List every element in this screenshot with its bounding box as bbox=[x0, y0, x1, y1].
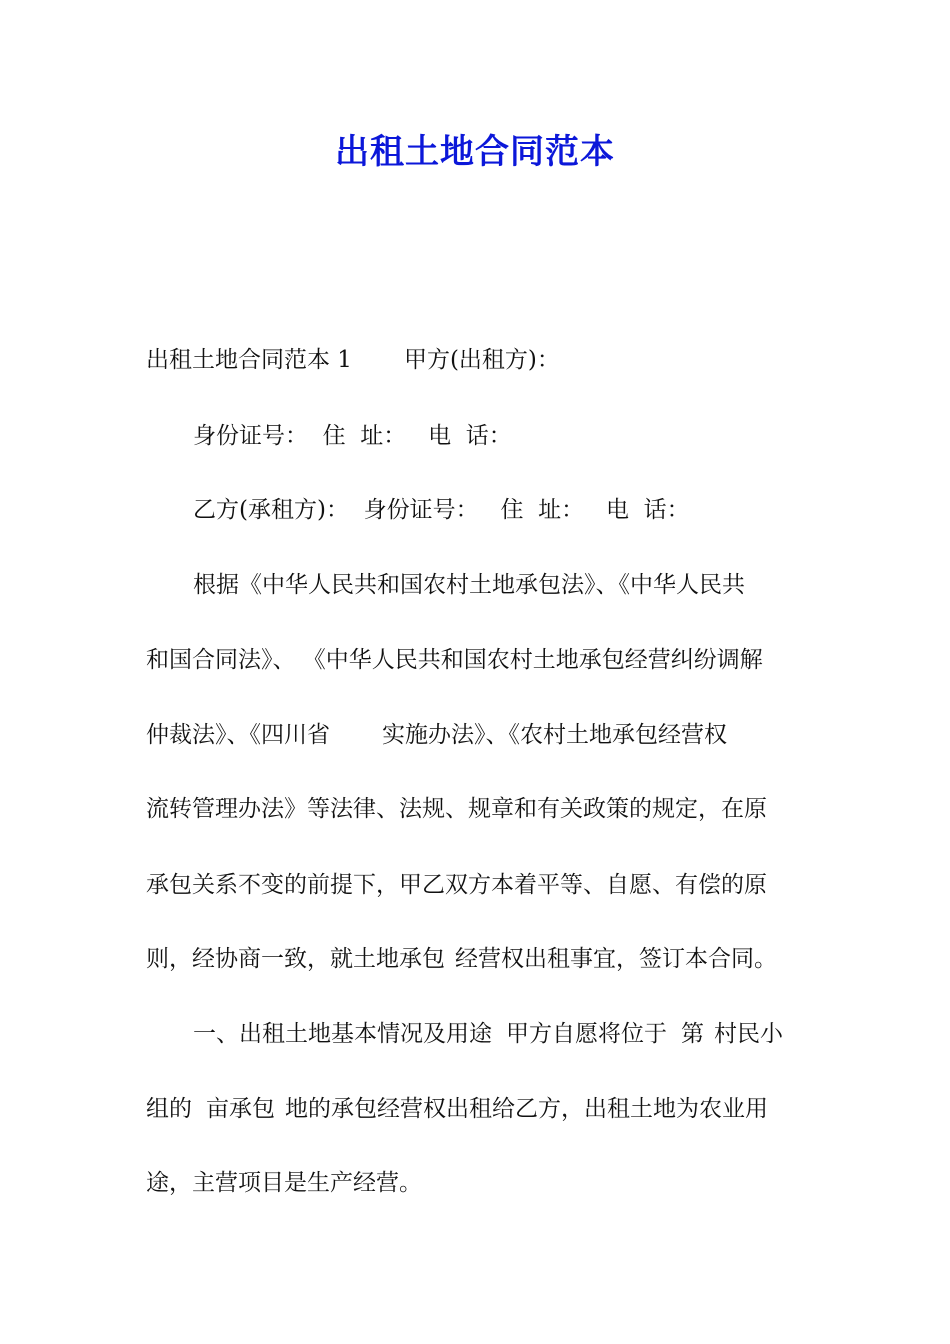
paragraph-line: 组的 亩承包 地的承包经营权出租给乙方，出租土地为农业用 bbox=[146, 1096, 768, 1122]
contract-heading: 出租土地合同范本 1 bbox=[146, 347, 352, 373]
document-title: 出租土地合同范本 bbox=[335, 132, 615, 172]
paragraph-line: 流转管理办法》等法律、法规、规章和有关政策的规定，在原 bbox=[146, 796, 767, 822]
paragraph-line: 乙方(承租方)： 身份证号： 住 址： 电 话： bbox=[193, 497, 690, 523]
paragraph-line: 承包关系不变的前提下，甲乙双方本着平等、自愿、有偿的原 bbox=[146, 872, 767, 898]
paragraph-line bbox=[146, 344, 806, 376]
paragraph-line: 一、出租土地基本情况及用途 甲方自愿将位于 第 村民小 bbox=[193, 1021, 783, 1047]
paragraph-line: 途，主营项目是生产经营。 bbox=[146, 1170, 422, 1196]
paragraph-line: 则，经协商一致，就土地承包 经营权出租事宜，签订本合同。 bbox=[146, 946, 777, 972]
section-heading: 一、出租土地基本情况及用途 bbox=[193, 1021, 492, 1047]
paragraph-line: 根据《中华人民共和国农村土地承包法》、《中华人民共 bbox=[193, 572, 745, 598]
paragraph-line: 仲裁法》、《四川省 实施办法》、《农村土地承包经营权 bbox=[146, 722, 727, 748]
party-a-label: 甲方(出租方)： bbox=[403, 347, 560, 373]
paragraph-line: 身份证号： 住 址： 电 话： bbox=[193, 423, 512, 449]
paragraph-line: 和国合同法》、 《中华人民共和国农村土地承包经营纠纷调解 bbox=[146, 647, 763, 673]
